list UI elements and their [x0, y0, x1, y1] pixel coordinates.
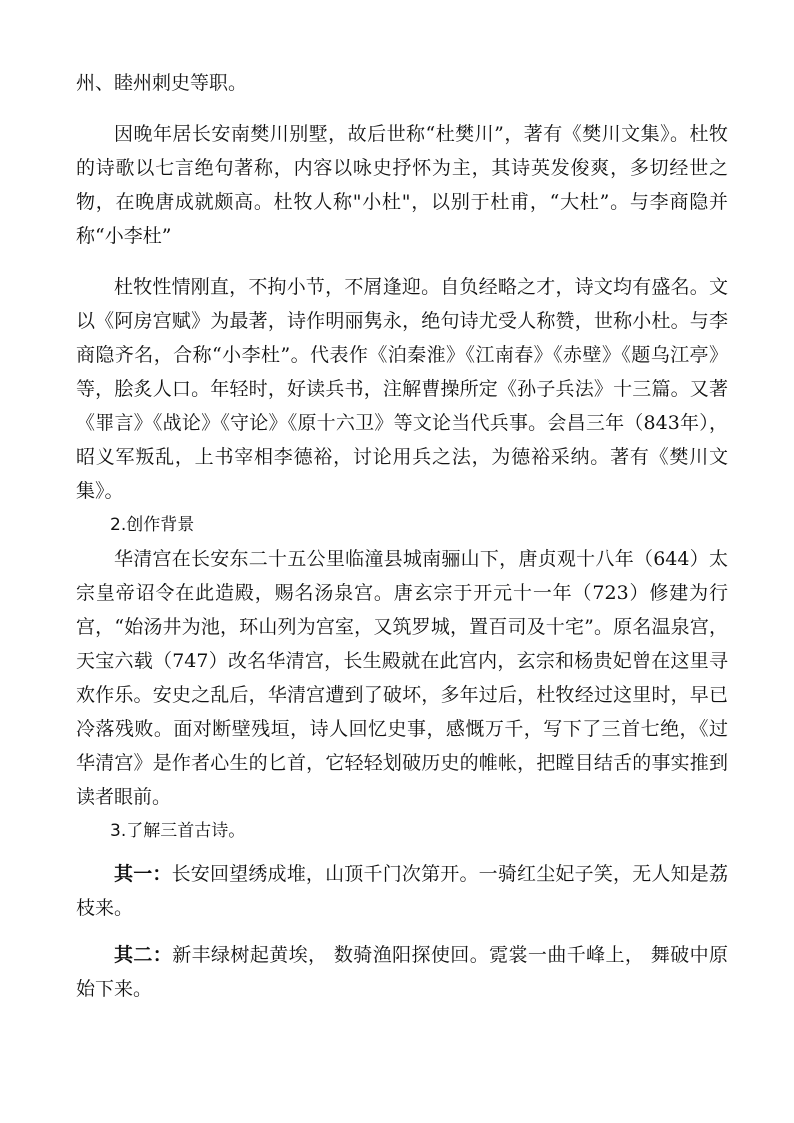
section-heading-poems: 3.了解三首古诗。 [110, 821, 246, 841]
poem-one-label: 其一： [114, 863, 172, 885]
section-heading-background: 2.创作背景 [110, 515, 195, 535]
poem-two-label: 其二： [114, 944, 173, 966]
paragraph-fanchuan: 因晚年居长安南樊川别墅，故后世称“杜樊川”，著有《樊川文集》。杜牧的诗歌以七言绝句著称，内容以咏史抒怀为主，其诗英发俊爽，多切经世之物，在晚唐成就颇高。杜牧人称"小杜"，以别于杜甫，“大杜”。与李商隐并称“小李杜” [76, 123, 728, 247]
paragraph-character: 杜牧性情刚直，不拘小节，不屑逢迎。自负经略之才，诗文均有盛名。文以《阿房宫赋》为最著，诗作明丽隽永，绝句诗尤受人称赞，世称小杜。与李商隐齐名，合称“小李杜”。代表作《泊秦淮》《江南春》《赤壁》《题乌江亭》等，脍炙人口。年轻时，好读兵书，注解曹操所定《孙子兵法》十三篇。又著《罪言》《战论》《守论》《原十六卫》等文论当代兵事。会昌三年（843年），昭义军叛乱，上书宰相李德裕，讨论用兵之法，为德裕采纳。著有《樊川文集》。 [76, 276, 728, 502]
poem-one [76, 857, 728, 925]
poem-two [76, 938, 728, 1006]
document-body [76, 66, 728, 1006]
poem-two-text: 新丰绿树起黄埃， 数骑渔阳探使回。霓裳一曲千峰上， 舞破中原始下来。 [76, 944, 728, 1000]
paragraph-continuation: 州、睦州刺史等职。 [76, 72, 248, 94]
poem-one-text: 长安回望绣成堆，山顶千门次第开。一骑红尘妃子笑，无人知是荔枝来。 [76, 863, 728, 919]
paragraph-background: 华清宫在长安东二十五公里临潼县城南骊山下，唐贞观十八年（644）太宗皇帝诏令在此造殿，赐名汤泉宫。唐玄宗于开元十一年（723）修建为行宫，“始汤井为池，环山列为宫室，又筑罗城，置百司及十宅”。原名温泉宫，天宝六载（747）改名华清宫，长生殿就在此宫内，玄宗和杨贵妃曾在这里寻欢作乐。安史之乱后，华清宫遭到了破坏，多年过后，杜牧经过这里时，早已冷落残败。面对断壁残垣，诗人回忆史事，感慨万千，写下了三首七绝，《过华清宫》是作者心生的匕首，它轻轻划破历史的帷帐，把瞠目结舌的事实推到读者眼前。 [76, 548, 728, 808]
